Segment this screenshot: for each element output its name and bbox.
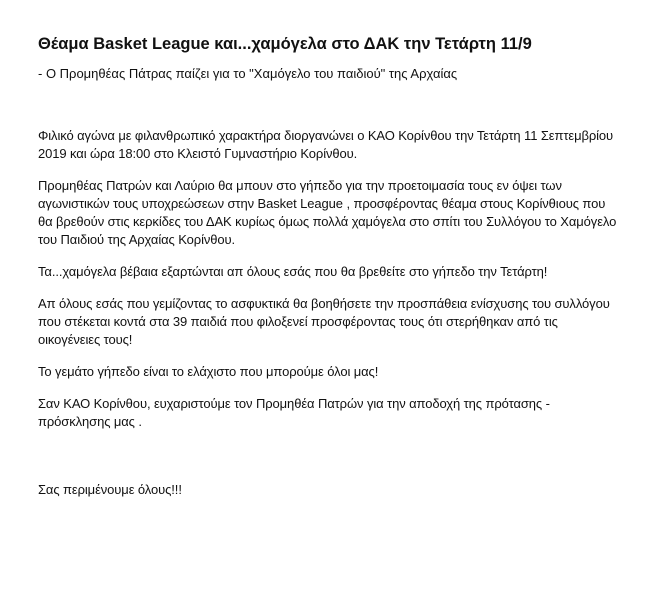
paragraph-full-stadium: Το γεμάτο γήπεδο είναι το ελάχιστο που μπορούμε όλοι μας! — [38, 364, 379, 379]
paragraph-event-announcement: Φιλικό αγώνα με φιλανθρωπικό χαρακτήρα διοργανώνει ο ΚΑΟ Κορίνθου την Τετάρτη 11 Σεπτεμβρίου 2019 και ώρα 18:00 στο Κλειστό Γυμναστήριο Κορίνθου. — [38, 128, 614, 161]
closing-line: Σας περιμένουμε όλους!!! — [38, 482, 182, 497]
paragraph-support: Απ όλους εσάς που γεμίζοντας το ασφυκτικά θα βοηθήσετε την προσπάθεια ενίσχυσης του συλλόγου που στέκεται κοντά στα 39 παιδιά που φιλοξενεί προσφέροντας τους ότι στερήθηκαν από τις οικογένειες τους! — [38, 296, 610, 347]
article-title: Θέαμα Basket League και...χαμόγελα στο ΔΑΚ την Τετάρτη 11/9 — [38, 35, 532, 53]
paragraph-smiles: Τα...χαμόγελα βέβαια εξαρτώνται απ όλους εσάς που θα βρεθείτε στο γήπεδο την Τετάρτη! — [38, 264, 548, 279]
paragraph-teams: Προμηθέας Πατρών και Λαύριο θα μπουν στο γήπεδο για την προετοιμασία τους εν όψει των αγωνιστικών τους υποχρεώσεων στην Basket League , προσφέροντας θέαμα στους Κορίνθιους που θα βρεθούν στις κερκίδες του ΔΑΚ κυρίως όμως πολλά χαμόγελα στο σπίτι του Συλλόγου το Χαμόγελο του Παιδιού της Αρχαίας Κορίνθου. — [38, 178, 617, 247]
paragraph-thanks: Σαν ΚΑΟ Κορίνθου, ευχαριστούμε τον Προμηθέα Πατρών για την αποδοχή της πρότασης - πρόσκλησης μας . — [38, 396, 550, 429]
document-body — [38, 33, 618, 499]
article-subtitle: - Ο Προμηθέας Πάτρας παίζει για το "Χαμόγελο του παιδιού" της Αρχαίας — [38, 66, 458, 81]
